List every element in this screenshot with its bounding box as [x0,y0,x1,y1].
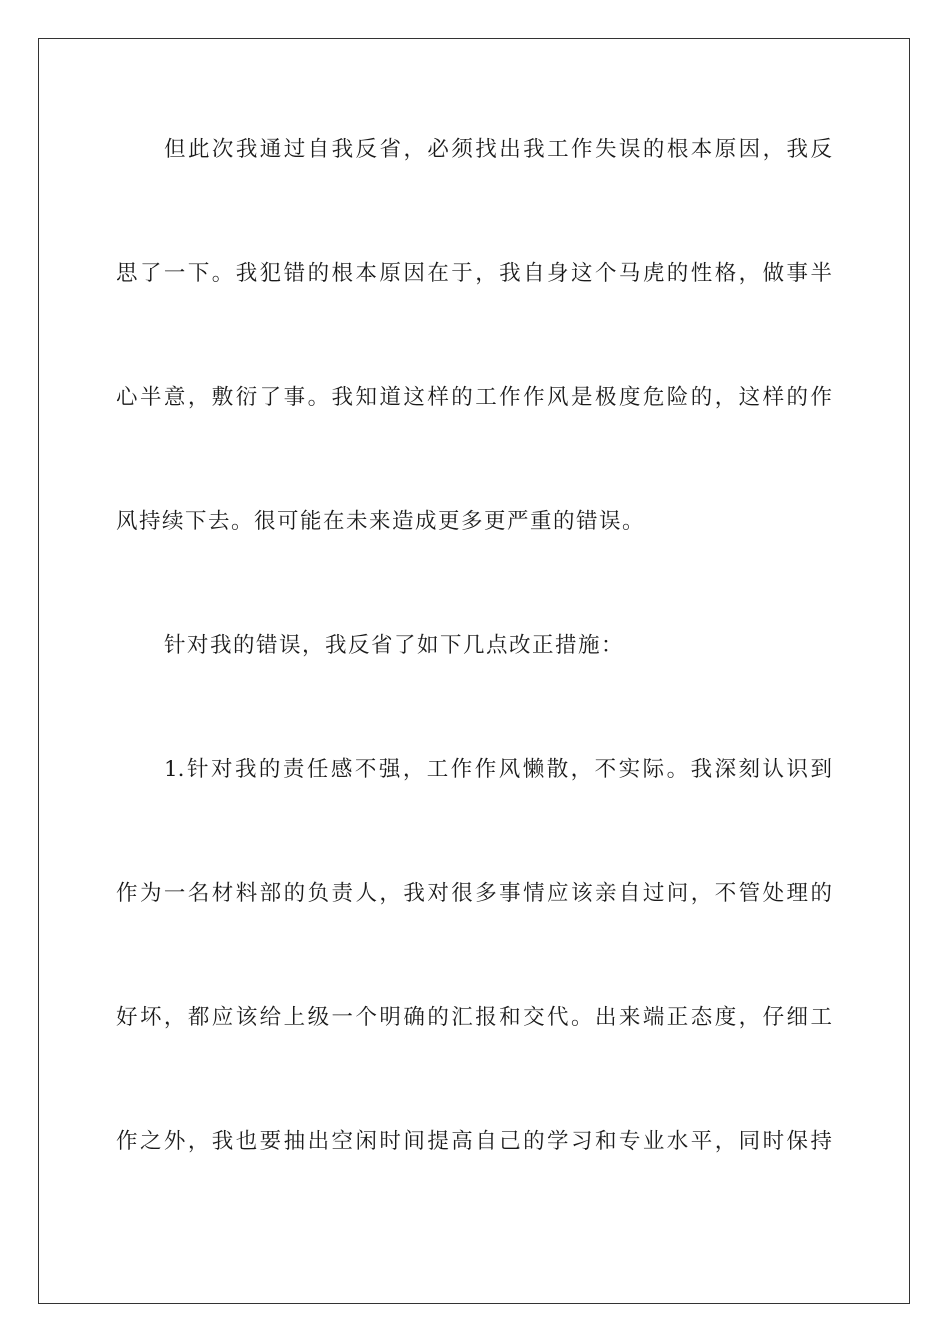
page-border [38,38,910,1304]
paragraph-line: 思了一下。我犯错的根本原因在于，我自身这个马虎的性格，做事半 [116,261,832,286]
paragraph-line: 作为一名材料部的负责人，我对很多事情应该亲自过问，不管处理的 [116,881,832,906]
paragraph-line: 心半意，敷衍了事。我知道这样的工作作风是极度危险的，这样的作 [116,385,832,410]
paragraph-line: 风持续下去。很可能在未来造成更多更严重的错误。 [116,509,646,534]
paragraph-line: 但此次我通过自我反省，必须找出我工作失误的根本原因，我反 [164,137,832,162]
paragraph-line: 1.针对我的责任感不强，工作作风懒散，不实际。我深刻认识到 [164,757,832,782]
paragraph-line: 作之外，我也要抽出空闲时间提高自己的学习和专业水平，同时保持 [116,1129,832,1154]
paragraph-line: 好坏，都应该给上级一个明确的汇报和交代。出来端正态度，仔细工 [116,1005,832,1030]
paragraph-line: 针对我的错误，我反省了如下几点改正措施： [164,633,625,658]
